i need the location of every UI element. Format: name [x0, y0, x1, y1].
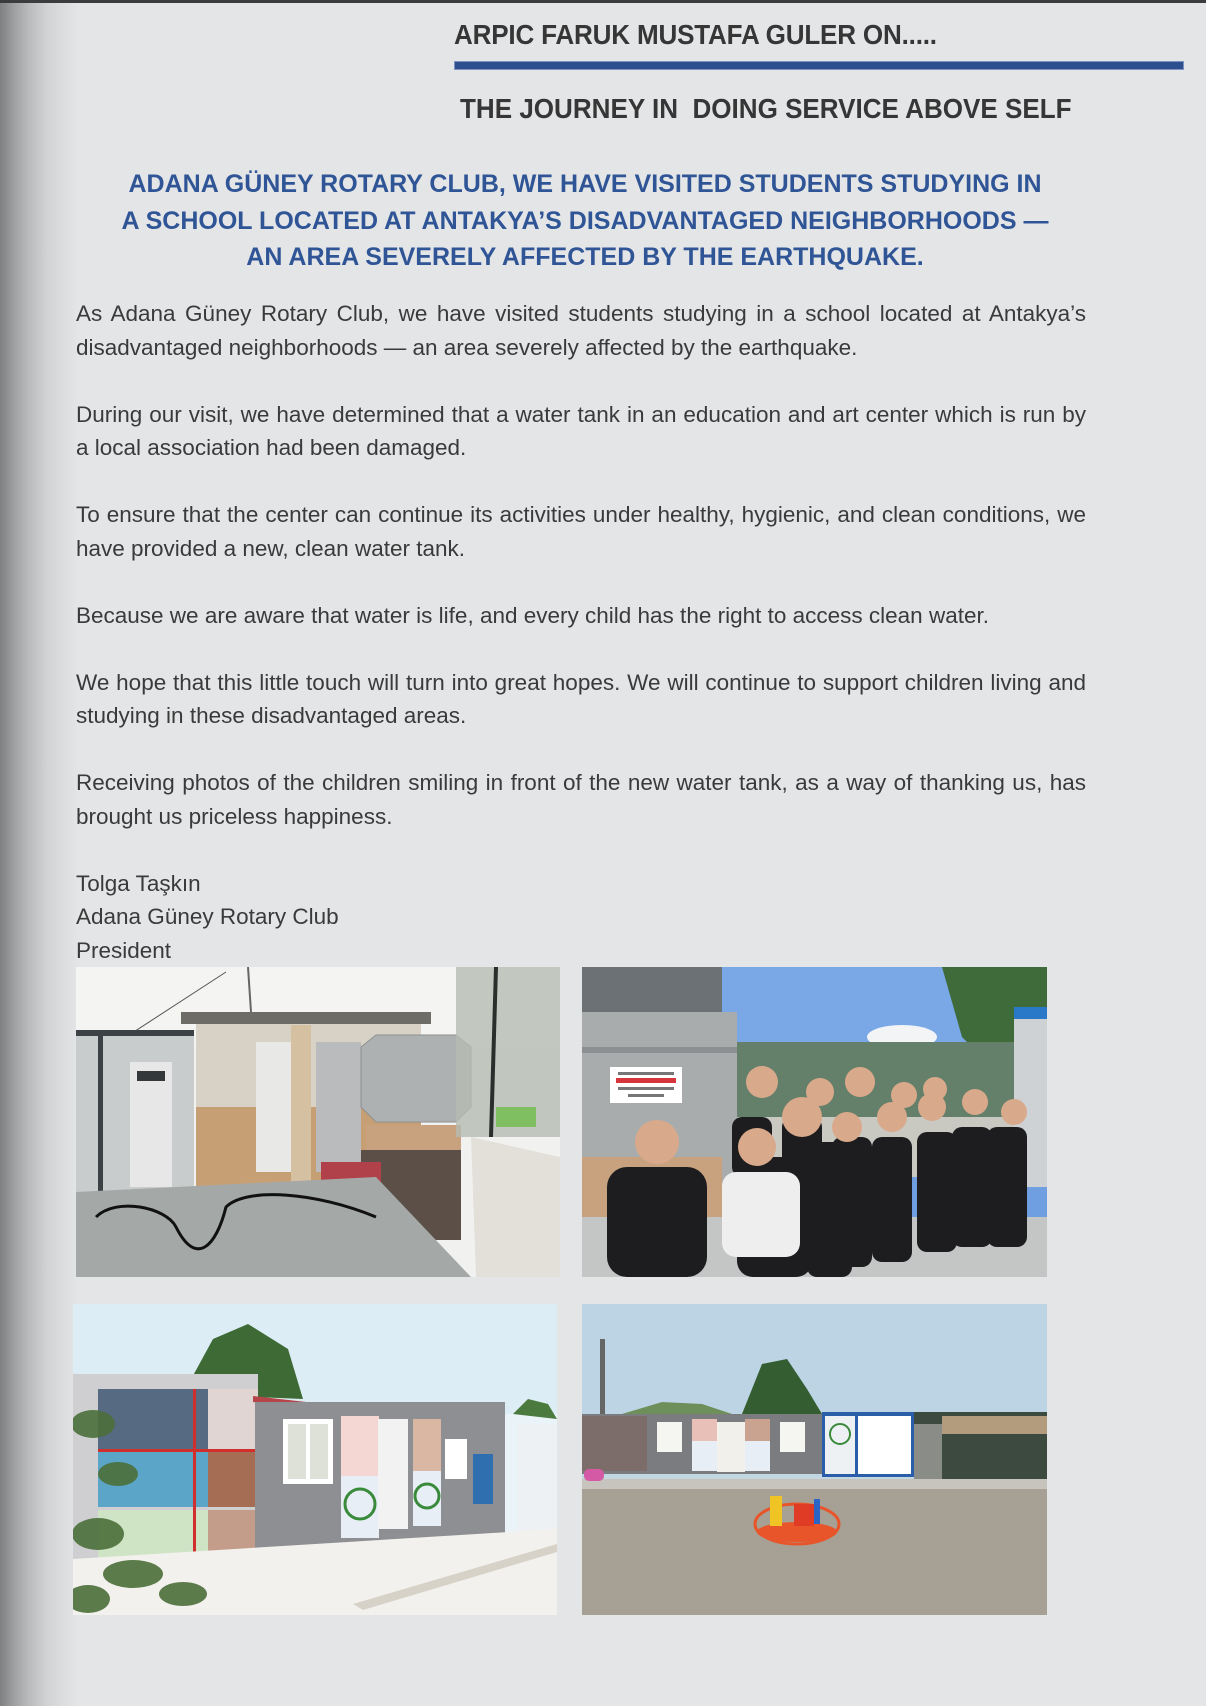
top-edge-bar: [0, 0, 1206, 3]
photo-children-new-water-tank: [582, 967, 1047, 1277]
signature-block: [76, 867, 1086, 968]
body-paragraph: We hope that this little touch will turn into great hopes. We will continue to support children living and studying in these disadvantaged areas.: [76, 669, 1086, 728]
page-binding-shadow: [0, 3, 80, 1706]
headline-line: ADANA GÜNEY ROTARY CLUB, WE HAVE VISITED STUDENTS STUDYING IN: [128, 170, 1042, 198]
page-header-title: ARPIC FARUK MUSTAFA GULER ON.....: [454, 19, 937, 50]
page-header-subtitle: THE JOURNEY IN DOING SERVICE ABOVE SELF: [460, 93, 1072, 124]
signature-role: President: [76, 937, 172, 963]
headline-line: A SCHOOL LOCATED AT ANTAKYA’S DISADVANTAGED NEIGHBORHOODS —: [121, 206, 1049, 235]
body-paragraph: Because we are aware that water is life, and every child has the right to access clean water.: [76, 602, 989, 628]
photo-center-playground: [582, 1304, 1047, 1615]
article-headline: [80, 166, 1090, 276]
body-paragraph: As Adana Güney Rotary Club, we have visited students studying in a school located at Antakya’s disadvantaged neighborhoods — an area severely affected by the earthquake.: [76, 301, 1086, 360]
body-paragraph: Receiving photos of the children smiling in front of the new water tank, as a way of thanking us, has brought us priceless happiness.: [76, 770, 1086, 829]
photo-damaged-water-tank: [76, 967, 560, 1277]
body-paragraph: During our visit, we have determined that a water tank in an education and art center which is run by a local association had been damaged.: [76, 401, 1086, 460]
article-body: [76, 297, 1086, 967]
signature-name: Tolga Taşkın: [76, 870, 201, 896]
header-divider: [454, 61, 1184, 70]
headline-line: AN AREA SEVERELY AFFECTED BY THE EARTHQUAKE.: [246, 243, 924, 271]
photo-education-art-center: [73, 1304, 557, 1615]
signature-organization: Adana Güney Rotary Club: [76, 904, 339, 929]
body-paragraph: To ensure that the center can continue its activities under healthy, hygienic, and clean conditions, we have provided a new, clean water tank.: [76, 502, 1086, 561]
